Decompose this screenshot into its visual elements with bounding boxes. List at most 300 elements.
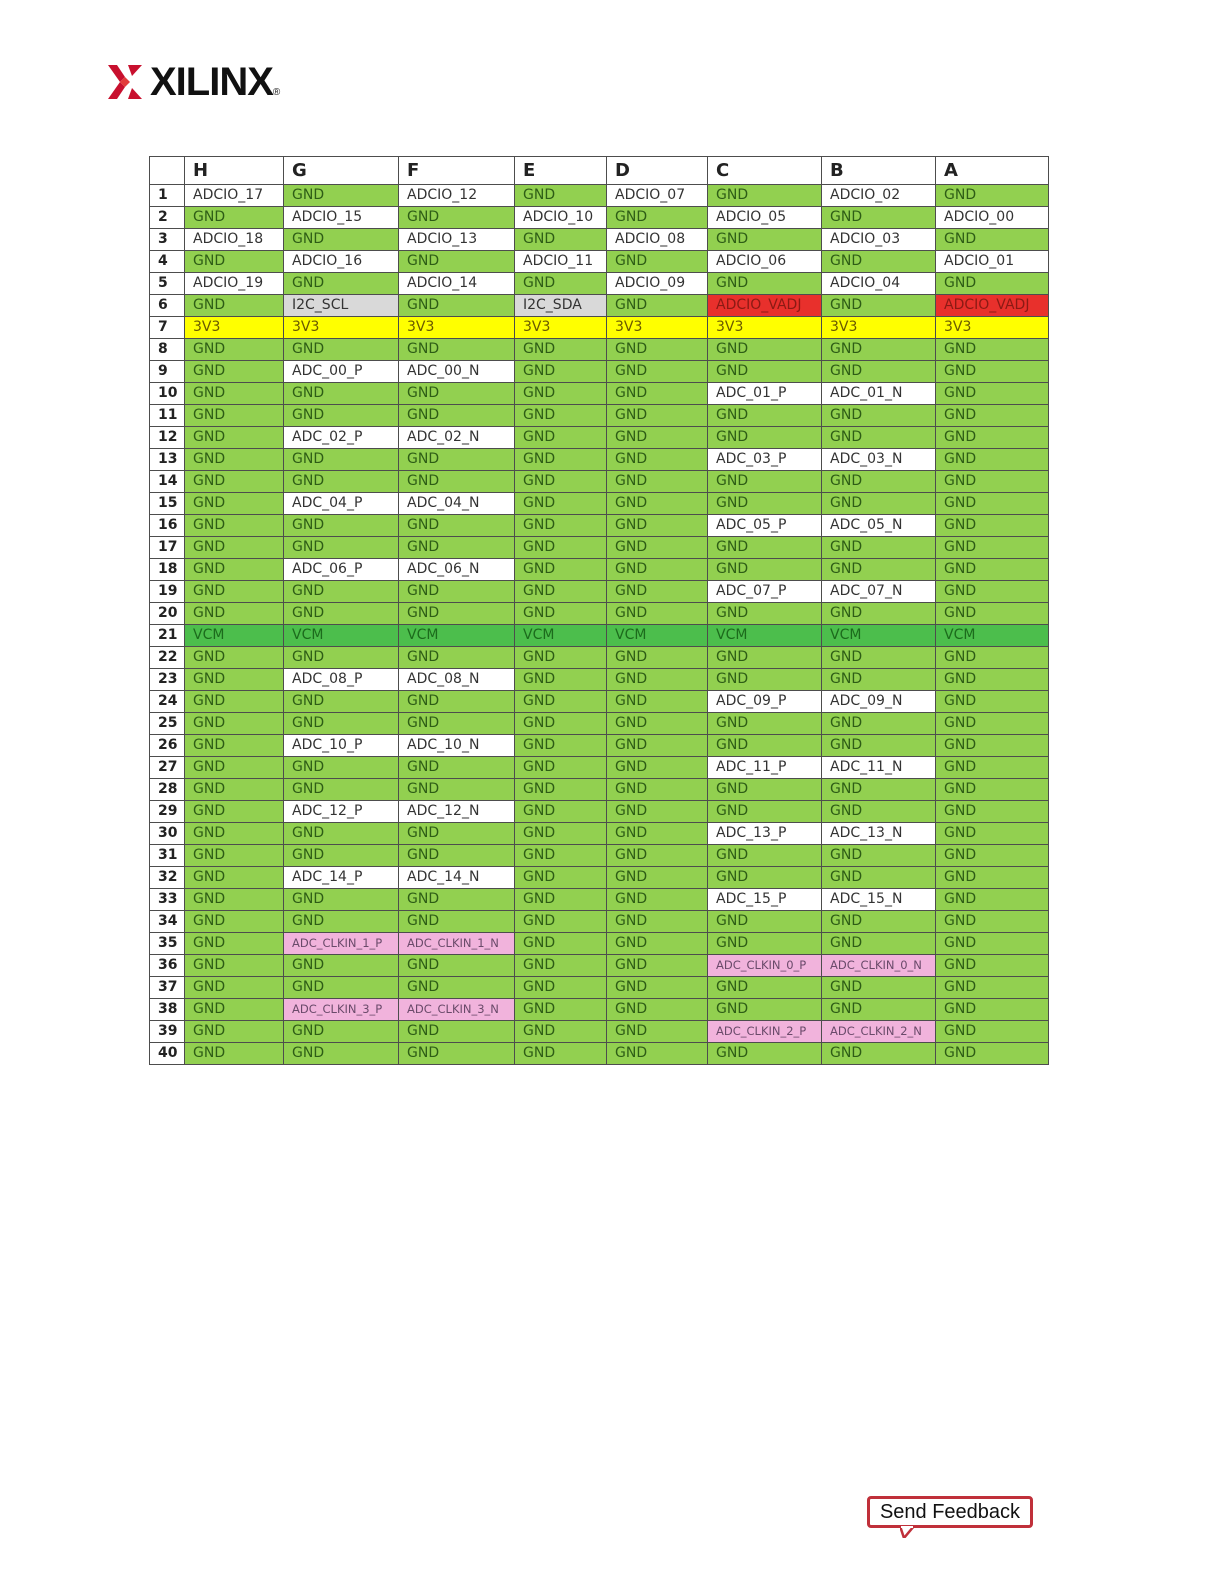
pin-cell: GND: [936, 537, 1049, 559]
table-row: [150, 515, 1049, 537]
pin-cell: GND: [515, 515, 607, 537]
row-number: 26: [150, 735, 185, 757]
pin-cell: GND: [185, 647, 284, 669]
pin-cell: ADCIO_02: [822, 185, 936, 207]
pin-cell: GND: [607, 911, 708, 933]
header-row: [150, 157, 1049, 185]
pin-cell: GND: [936, 977, 1049, 999]
pin-cell: GND: [399, 515, 515, 537]
pin-cell: GND: [399, 1021, 515, 1043]
pin-cell: GND: [284, 185, 399, 207]
column-header: G: [284, 157, 399, 185]
pin-cell: I2C_SCL: [284, 295, 399, 317]
pin-cell: GND: [399, 449, 515, 471]
pin-cell: GND: [607, 603, 708, 625]
pin-cell: GND: [284, 581, 399, 603]
pin-cell: GND: [936, 889, 1049, 911]
pin-cell: GND: [822, 295, 936, 317]
pin-cell: GND: [399, 383, 515, 405]
pin-cell: 3V3: [708, 317, 822, 339]
pin-cell: GND: [284, 383, 399, 405]
pin-cell: GND: [822, 999, 936, 1021]
pin-cell: GND: [708, 273, 822, 295]
table-row: [150, 273, 1049, 295]
table-row: [150, 493, 1049, 515]
logo-wordmark: XILINX: [150, 60, 273, 104]
pin-cell: ADCIO_09: [607, 273, 708, 295]
pin-cell: GND: [515, 405, 607, 427]
pin-cell: GND: [607, 449, 708, 471]
pin-cell: GND: [515, 977, 607, 999]
pin-cell: GND: [822, 845, 936, 867]
pin-cell: GND: [185, 493, 284, 515]
pin-cell: GND: [399, 207, 515, 229]
pin-cell: GND: [399, 647, 515, 669]
row-number: 34: [150, 911, 185, 933]
pin-cell: GND: [185, 515, 284, 537]
table-row: [150, 977, 1049, 999]
pin-cell: GND: [708, 669, 822, 691]
pin-cell: GND: [822, 669, 936, 691]
pin-cell: GND: [607, 735, 708, 757]
pin-cell: GND: [185, 713, 284, 735]
row-number: 38: [150, 999, 185, 1021]
pin-cell: GND: [936, 427, 1049, 449]
row-number: 12: [150, 427, 185, 449]
pin-cell: GND: [399, 757, 515, 779]
pin-cell: GND: [936, 339, 1049, 361]
pin-cell: GND: [708, 229, 822, 251]
row-number: 16: [150, 515, 185, 537]
pin-cell: ADC_14_P: [284, 867, 399, 889]
row-number: 35: [150, 933, 185, 955]
pin-cell: ADCIO_00: [936, 207, 1049, 229]
pin-cell: GND: [284, 339, 399, 361]
pin-cell: GND: [936, 581, 1049, 603]
pin-cell: GND: [515, 933, 607, 955]
pin-cell: GND: [284, 823, 399, 845]
pin-cell: GND: [185, 1043, 284, 1065]
pin-cell: GND: [515, 801, 607, 823]
pin-cell: GND: [284, 977, 399, 999]
row-number: 36: [150, 955, 185, 977]
table-row: [150, 581, 1049, 603]
pin-cell: ADC_11_N: [822, 757, 936, 779]
pin-cell: ADCIO_16: [284, 251, 399, 273]
pin-cell: ADC_09_N: [822, 691, 936, 713]
pin-cell: ADC_03_P: [708, 449, 822, 471]
pin-cell: GND: [185, 669, 284, 691]
table-row: [150, 449, 1049, 471]
pin-cell: GND: [822, 339, 936, 361]
pin-cell: ADC_00_P: [284, 361, 399, 383]
table-row: [150, 955, 1049, 977]
pin-cell: GND: [399, 955, 515, 977]
pin-cell: 3V3: [284, 317, 399, 339]
pin-cell: GND: [607, 713, 708, 735]
pin-cell: ADC_01_P: [708, 383, 822, 405]
pin-cell: GND: [515, 229, 607, 251]
row-number: 24: [150, 691, 185, 713]
pin-cell: GND: [185, 955, 284, 977]
pin-cell: GND: [607, 999, 708, 1021]
pin-cell: GND: [936, 273, 1049, 295]
pin-cell: GND: [708, 1043, 822, 1065]
table-row: [150, 735, 1049, 757]
pin-cell: GND: [515, 427, 607, 449]
pin-cell: GND: [607, 295, 708, 317]
pin-cell: GND: [822, 911, 936, 933]
table-row: [150, 251, 1049, 273]
pin-cell: GND: [822, 735, 936, 757]
pin-cell: GND: [936, 713, 1049, 735]
pin-cell: GND: [936, 185, 1049, 207]
table-row: [150, 933, 1049, 955]
pin-cell: GND: [708, 999, 822, 1021]
pin-cell: GND: [185, 295, 284, 317]
row-number: 14: [150, 471, 185, 493]
pin-cell: ADC_13_P: [708, 823, 822, 845]
pin-cell: GND: [822, 1043, 936, 1065]
pin-cell: ADCIO_19: [185, 273, 284, 295]
pin-cell: GND: [708, 911, 822, 933]
pin-cell: ADCIO_04: [822, 273, 936, 295]
pin-cell: GND: [515, 889, 607, 911]
pin-cell: ADC_04_P: [284, 493, 399, 515]
table-row: [150, 801, 1049, 823]
pin-cell: GND: [936, 867, 1049, 889]
pin-cell: GND: [936, 405, 1049, 427]
pin-cell: GND: [822, 207, 936, 229]
pin-cell: GND: [515, 647, 607, 669]
table-row: [150, 471, 1049, 493]
pin-cell: GND: [515, 955, 607, 977]
pin-cell: 3V3: [822, 317, 936, 339]
pin-cell: GND: [185, 1021, 284, 1043]
pin-cell: GND: [607, 251, 708, 273]
pin-cell: GND: [515, 449, 607, 471]
row-number: 30: [150, 823, 185, 845]
pin-cell: GND: [399, 691, 515, 713]
pin-cell: ADC_CLKIN_1_P: [284, 933, 399, 955]
column-header: A: [936, 157, 1049, 185]
table-row: [150, 845, 1049, 867]
pin-cell: GND: [399, 713, 515, 735]
pin-cell: ADC_10_N: [399, 735, 515, 757]
pin-cell: GND: [607, 823, 708, 845]
pin-cell: GND: [399, 1043, 515, 1065]
pin-cell: GND: [822, 647, 936, 669]
table-row: [150, 207, 1049, 229]
pin-cell: GND: [607, 1021, 708, 1043]
row-number: 2: [150, 207, 185, 229]
pin-cell: GND: [607, 845, 708, 867]
pin-cell: ADCIO_14: [399, 273, 515, 295]
pin-cell: ADC_01_N: [822, 383, 936, 405]
row-number: 29: [150, 801, 185, 823]
pin-cell: GND: [284, 537, 399, 559]
pin-cell: GND: [822, 493, 936, 515]
pin-cell: GND: [185, 251, 284, 273]
pin-cell: GND: [822, 977, 936, 999]
pin-cell: ADC_11_P: [708, 757, 822, 779]
pin-cell: GND: [185, 383, 284, 405]
pin-cell: ADC_10_P: [284, 735, 399, 757]
pin-cell: GND: [607, 977, 708, 999]
pin-cell: VCM: [515, 625, 607, 647]
pin-cell: ADCIO_18: [185, 229, 284, 251]
pin-cell: GND: [399, 251, 515, 273]
pin-cell: GND: [185, 779, 284, 801]
pin-cell: GND: [185, 449, 284, 471]
pin-cell: GND: [936, 669, 1049, 691]
pin-cell: GND: [607, 581, 708, 603]
pin-cell: GND: [185, 471, 284, 493]
pin-cell: GND: [399, 537, 515, 559]
pin-cell: GND: [936, 779, 1049, 801]
pin-cell: ADC_15_P: [708, 889, 822, 911]
pin-cell: GND: [607, 427, 708, 449]
pin-cell: GND: [284, 1021, 399, 1043]
pin-cell: ADC_05_P: [708, 515, 822, 537]
pin-cell: GND: [607, 691, 708, 713]
pin-cell: GND: [284, 229, 399, 251]
pin-cell: GND: [515, 911, 607, 933]
pin-cell: GND: [708, 867, 822, 889]
pin-cell: GND: [607, 383, 708, 405]
row-number: 27: [150, 757, 185, 779]
pin-cell: GND: [185, 889, 284, 911]
row-number: 4: [150, 251, 185, 273]
pin-cell: GND: [607, 757, 708, 779]
pin-cell: GND: [936, 603, 1049, 625]
table-row: [150, 911, 1049, 933]
pin-cell: GND: [936, 361, 1049, 383]
pin-cell: GND: [185, 801, 284, 823]
table-row: [150, 427, 1049, 449]
table-row: [150, 889, 1049, 911]
pin-cell: ADC_00_N: [399, 361, 515, 383]
pin-cell: GND: [708, 405, 822, 427]
table-row: [150, 647, 1049, 669]
pin-cell: GND: [515, 867, 607, 889]
pin-cell: 3V3: [607, 317, 708, 339]
pin-cell: ADCIO_12: [399, 185, 515, 207]
pin-cell: GND: [607, 559, 708, 581]
pin-cell: GND: [515, 779, 607, 801]
pin-cell: GND: [185, 339, 284, 361]
pin-cell: ADC_13_N: [822, 823, 936, 845]
pin-cell: ADC_CLKIN_2_N: [822, 1021, 936, 1043]
table-row: [150, 603, 1049, 625]
pin-cell: GND: [399, 911, 515, 933]
pin-cell: GND: [822, 603, 936, 625]
table-row: [150, 625, 1049, 647]
table-row: [150, 669, 1049, 691]
pin-cell: GND: [607, 779, 708, 801]
pin-cell: ADC_CLKIN_3_N: [399, 999, 515, 1021]
pin-cell: GND: [185, 867, 284, 889]
pin-cell: GND: [185, 427, 284, 449]
pin-cell: GND: [515, 537, 607, 559]
row-number: 39: [150, 1021, 185, 1043]
pin-cell: GND: [399, 845, 515, 867]
pin-cell: GND: [822, 251, 936, 273]
pin-cell: ADC_08_P: [284, 669, 399, 691]
table-row: [150, 713, 1049, 735]
pin-cell: GND: [284, 273, 399, 295]
row-number: 8: [150, 339, 185, 361]
pin-cell: GND: [399, 603, 515, 625]
pin-cell: GND: [607, 339, 708, 361]
pin-cell: GND: [936, 229, 1049, 251]
row-number: 6: [150, 295, 185, 317]
pin-cell: GND: [936, 1043, 1049, 1065]
pin-cell: GND: [185, 207, 284, 229]
pin-cell: VCM: [708, 625, 822, 647]
pin-cell: GND: [515, 823, 607, 845]
pin-cell: GND: [515, 581, 607, 603]
pin-cell: GND: [708, 361, 822, 383]
pin-cell: VCM: [399, 625, 515, 647]
pin-cell: GND: [936, 691, 1049, 713]
pin-cell: GND: [515, 493, 607, 515]
pin-cell: ADC_CLKIN_0_P: [708, 955, 822, 977]
table-row: [150, 537, 1049, 559]
row-number: 32: [150, 867, 185, 889]
pin-cell: GND: [515, 713, 607, 735]
table-row: [150, 691, 1049, 713]
pin-cell: GND: [284, 471, 399, 493]
pin-cell: ADC_09_P: [708, 691, 822, 713]
pin-cell: ADCIO_07: [607, 185, 708, 207]
table-row: [150, 1021, 1049, 1043]
pin-cell: GND: [515, 471, 607, 493]
pin-cell: 3V3: [185, 317, 284, 339]
row-number: 37: [150, 977, 185, 999]
pin-cell: GND: [607, 207, 708, 229]
row-number: 10: [150, 383, 185, 405]
table-row: [150, 229, 1049, 251]
pin-cell: GND: [708, 801, 822, 823]
pin-cell: GND: [185, 977, 284, 999]
column-header: E: [515, 157, 607, 185]
row-number: 40: [150, 1043, 185, 1065]
pin-cell: GND: [822, 933, 936, 955]
pin-cell: GND: [936, 801, 1049, 823]
pin-cell: GND: [515, 273, 607, 295]
row-number: 33: [150, 889, 185, 911]
pin-cell: GND: [399, 405, 515, 427]
pin-cell: ADC_CLKIN_2_P: [708, 1021, 822, 1043]
pin-cell: GND: [515, 559, 607, 581]
pin-cell: GND: [284, 405, 399, 427]
pin-cell: GND: [284, 955, 399, 977]
pin-cell: ADCIO_03: [822, 229, 936, 251]
speech-tail-icon: [900, 1526, 914, 1538]
pin-cell: GND: [936, 735, 1049, 757]
row-number: 9: [150, 361, 185, 383]
row-number: 13: [150, 449, 185, 471]
pin-cell: VCM: [607, 625, 708, 647]
row-number: 1: [150, 185, 185, 207]
pin-cell: GND: [607, 955, 708, 977]
pin-cell: VCM: [822, 625, 936, 647]
table-row: [150, 823, 1049, 845]
pin-cell: ADCIO_11: [515, 251, 607, 273]
pin-cell: GND: [708, 185, 822, 207]
pinout-table: [149, 156, 1049, 1065]
row-number: 21: [150, 625, 185, 647]
row-number: 18: [150, 559, 185, 581]
pin-cell: GND: [708, 713, 822, 735]
pin-cell: ADCIO_15: [284, 207, 399, 229]
pin-cell: GND: [708, 779, 822, 801]
pin-cell: GND: [399, 823, 515, 845]
pin-cell: GND: [936, 999, 1049, 1021]
row-number: 23: [150, 669, 185, 691]
pin-cell: GND: [708, 603, 822, 625]
pin-cell: GND: [607, 493, 708, 515]
pin-cell: GND: [284, 691, 399, 713]
pin-cell: GND: [708, 471, 822, 493]
send-feedback-button[interactable]: [867, 1496, 1033, 1528]
pin-cell: ADC_12_P: [284, 801, 399, 823]
pin-cell: GND: [936, 559, 1049, 581]
pin-cell: GND: [399, 471, 515, 493]
pin-cell: ADC_14_N: [399, 867, 515, 889]
pin-cell: 3V3: [515, 317, 607, 339]
pin-cell: GND: [515, 1021, 607, 1043]
send-feedback-label: Send Feedback: [879, 1500, 1021, 1523]
pin-cell: GND: [185, 691, 284, 713]
column-header: F: [399, 157, 515, 185]
pin-cell: GND: [284, 845, 399, 867]
pin-cell: ADC_08_N: [399, 669, 515, 691]
pin-cell: I2C_SDA: [515, 295, 607, 317]
pin-cell: GND: [708, 647, 822, 669]
pin-cell: GND: [515, 339, 607, 361]
xilinx-mark-icon: [108, 65, 142, 99]
pin-cell: GND: [185, 581, 284, 603]
pin-cell: ADCIO_VADJ: [936, 295, 1049, 317]
row-number: 25: [150, 713, 185, 735]
pin-cell: GND: [515, 185, 607, 207]
pin-cell: VCM: [185, 625, 284, 647]
pin-cell: GND: [185, 911, 284, 933]
table-row: [150, 405, 1049, 427]
pin-cell: GND: [284, 1043, 399, 1065]
pin-cell: GND: [185, 823, 284, 845]
pin-cell: GND: [515, 383, 607, 405]
pin-cell: GND: [284, 603, 399, 625]
pin-cell: GND: [708, 339, 822, 361]
column-header: H: [185, 157, 284, 185]
pin-cell: GND: [822, 361, 936, 383]
pin-cell: GND: [515, 361, 607, 383]
pin-cell: GND: [515, 845, 607, 867]
pin-cell: GND: [607, 515, 708, 537]
pin-cell: GND: [822, 405, 936, 427]
pin-cell: GND: [936, 647, 1049, 669]
pin-cell: GND: [607, 405, 708, 427]
pin-cell: ADC_07_N: [822, 581, 936, 603]
table-row: [150, 361, 1049, 383]
pin-cell: GND: [185, 405, 284, 427]
pin-cell: GND: [284, 779, 399, 801]
table-row: [150, 779, 1049, 801]
pin-cell: 3V3: [936, 317, 1049, 339]
